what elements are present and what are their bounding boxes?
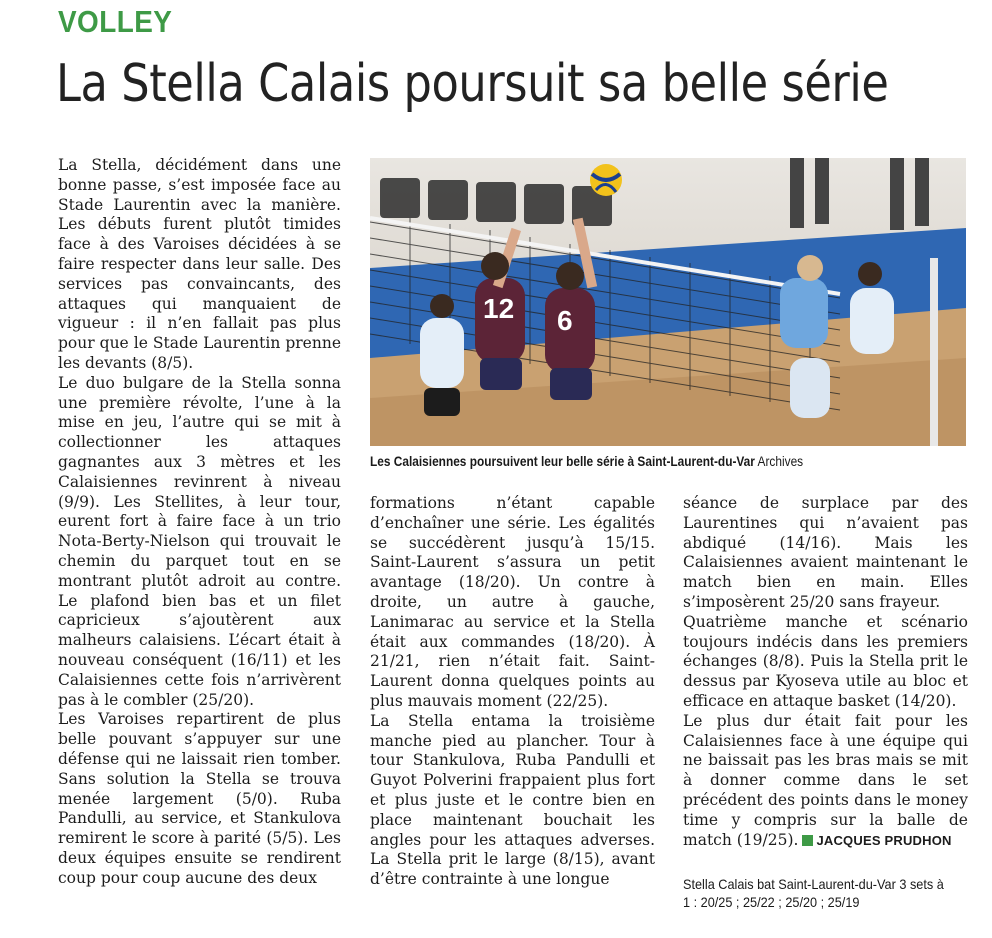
section-rubric: VOLLEY xyxy=(58,4,173,39)
jersey-number-left: 12 xyxy=(483,293,515,324)
photo-illustration xyxy=(370,158,966,446)
paragraph: Les Varoises repartirent de plus belle pouvant s’appuyer sur une défense qui ne laissait rien tomber. Sans solution la Stella se trouva menée largement (5/0). Ruba Pandulli, au service, et Stankulova remirent le score à parité (5/5). Les deux équipes ensuite se rendirent coup pour coup aucune des deux xyxy=(58,710,341,887)
result-line-1: Stella Calais bat Saint-Laurent-du-Var 3 sets à xyxy=(683,877,944,892)
paragraph: La Stella entama la troisième manche pied au plancher. Tour à tour Stankulova, Ruba Pandulli et Guyot Polverini frappaient plus fort et plus juste et le contre bien en place maintenant bouchait les angles pour les attaques adverses. La Stella prit le large (8/15), avant d’être contrainte à une longue xyxy=(370,711,655,889)
volleyball-icon xyxy=(590,164,622,196)
volleyball-photo xyxy=(370,158,966,446)
author-signature: JACQUES PRUDHON xyxy=(816,832,952,848)
paragraph: Le duo bulgare de la Stella sonna une première révolte, l’une à la mise en jeu, l’autre qui se mit à collectionner les attaques gagnantes aux 3 mètres et les Calaisiennes revinrent à niveau (9/9). Les Stellites, à leur tour, eurent fort à faire face à un trio Nota-Berty-Nielson qui trouvait le chemin du parquet tout en se montrant plutôt adroit au contre. Le plafond bien bas et un filet capricieux s’ajoutèrent aux malheurs calaisiens. L’écart était à nouveau conséquent (16/11) et les Calaisiennes cette fois n’arrivèrent pas à le combler (25/20). xyxy=(58,373,341,709)
article-headline: La Stella Calais poursuit sa belle série xyxy=(56,54,889,114)
photo-credit: Archives xyxy=(757,454,804,469)
caption-text: Les Calaisiennes poursuivent leur belle série à Saint-Laurent-du-Var xyxy=(370,454,755,469)
result-line-2: 1 : 20/25 ; 25/22 ; 25/20 ; 25/19 xyxy=(683,895,860,910)
article-column-3 xyxy=(683,494,968,850)
article-column-2 xyxy=(370,494,655,890)
paragraph: formations n’étant capable d’enchaîner une série. Les égalités se succédèrent jusqu’à 15/15. Saint-Laurent s’assura un petit avantage (18/20). Un contre à droite, un autre à gauche, Lanimarac au service et la Stella était aux commandes (18/20). À 21/21, rien n’était fait. Saint-Laurent donna quelques points au plus mauvais moment (22/25). xyxy=(370,494,655,710)
photo-caption xyxy=(370,454,894,469)
article-column-1 xyxy=(58,156,341,888)
paragraph: séance de surplace par des Laurentines qui n’avaient pas abdiqué (14/16). Mais les Calaisiennes avaient maintenant le match bien en main. Elles s’imposèrent 25/20 sans frayeur. xyxy=(683,494,968,611)
paragraph xyxy=(683,712,968,851)
paragraph: Quatrième manche et scénario toujours indécis dans les premiers échanges (8/8). Puis la Stella prit le dessus par Kyoseva utile au bloc et efficace en attaque basket (14/20). xyxy=(683,612,968,710)
paragraph: La Stella, décidément dans une bonne passe, s’est imposée face au Stade Laurentin avec la manière. Les débuts furent plutôt timides face à des Varoises décidées à se faire respecter dans leur salle. Des services pas convaincants, des attaques qui manquaient de vigueur : il n’en fallait pas plus pour que le Stade Laurentin prenne les devants (8/5). xyxy=(58,156,341,372)
signature-square-icon xyxy=(802,835,813,846)
paragraph-text: Le plus dur était fait pour les Calaisiennes face à une équipe qui ne baissait pas les bras mais se mit à donner comme dans le set précédent des points dans le money time y compris sur la balle de match (19/25). xyxy=(683,711,968,849)
match-result xyxy=(683,876,973,912)
jersey-number-right: 6 xyxy=(557,305,573,336)
